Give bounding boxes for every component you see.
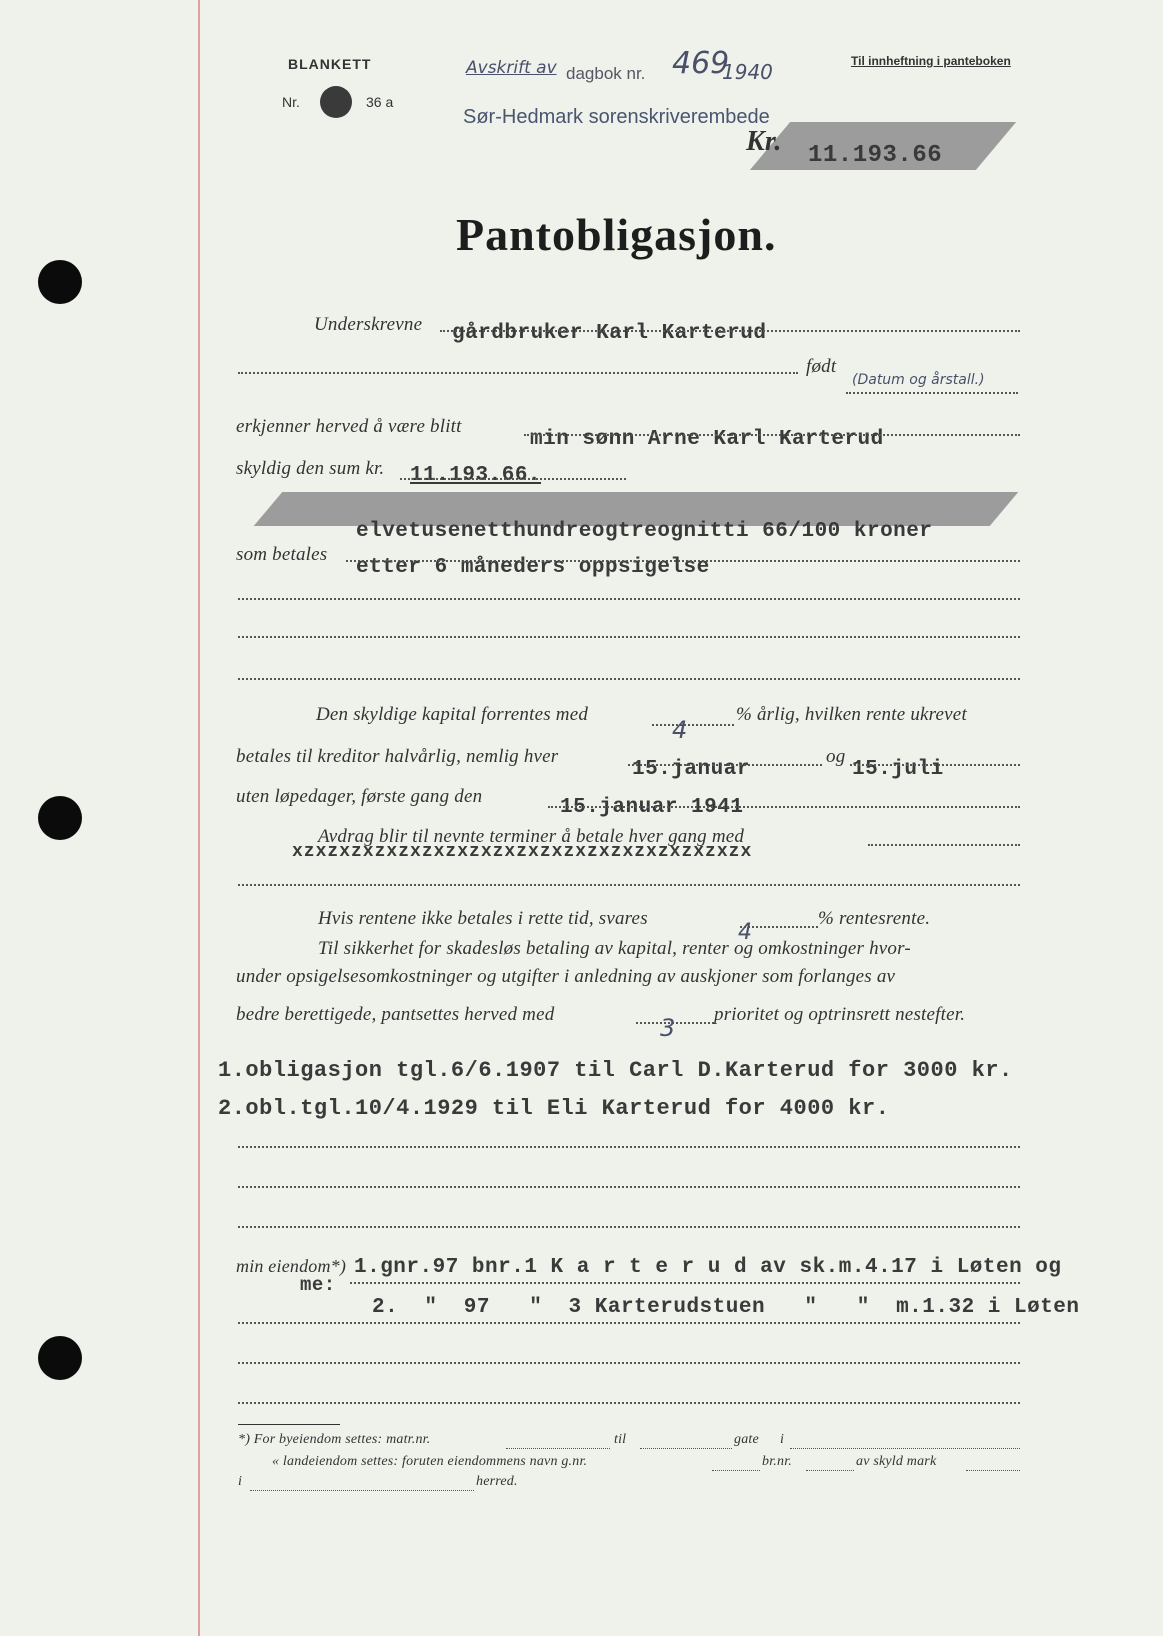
- betales-label: som betales: [236, 544, 328, 565]
- avdrag-text: Avdrag blir til nevnte terminer å betale hver gang med: [318, 826, 745, 847]
- footnote-3b: herred.: [476, 1474, 518, 1489]
- kr-label: Kr.: [746, 126, 782, 157]
- rente-text-1b: % årlig, hvilken rente ukrevet: [736, 704, 967, 725]
- rente-text-2: betales til kreditor halvårlig, nemlig hver: [236, 746, 559, 767]
- erkjenner-label: erkjenner herved å være blitt: [236, 416, 462, 437]
- fill-line: [238, 1186, 1020, 1188]
- fill-line: [400, 478, 626, 480]
- og-label: og: [826, 746, 846, 767]
- fill-line: [628, 764, 822, 766]
- fill-line: [350, 1282, 1020, 1284]
- fill-line: [238, 1146, 1020, 1148]
- obligation-1: 1.obligasjon tgl.6/6.1907 til Carl D.Karterud for 3000 kr.: [218, 1058, 1013, 1083]
- rente-text-3: uten løpedager, første gang den: [236, 786, 483, 807]
- undersk-label: Underskrevne: [314, 314, 423, 335]
- fill-line: [846, 392, 1018, 394]
- term-2: 15.juli: [852, 758, 944, 781]
- fill-line: [868, 844, 1020, 846]
- nr-value: 36 a: [366, 94, 394, 110]
- fill-line: [238, 678, 1020, 680]
- dagbok-label: dagbok nr.: [566, 64, 646, 83]
- fill-line: [440, 330, 1020, 332]
- sikkerhet-text-3a: bedre berettigede, pantsettes herved med: [236, 1004, 555, 1025]
- sikkerhet-text-1: Til sikkerhet for skadesløs betaling av kapital, renter og omkostninger hvor-: [318, 938, 911, 959]
- sikkerhet-text-3b: prioritet og optrinsrett nestefter.: [714, 1004, 966, 1025]
- betales-value: etter 6 måneders oppsigelse: [356, 556, 710, 579]
- footnote-1c: gate: [734, 1432, 759, 1447]
- footnote-2a: « landeiendom settes: foruten eiendommens navn g.nr.: [272, 1454, 588, 1469]
- fill-line: [238, 636, 1020, 638]
- avskrift-label: Avskrift av: [466, 58, 557, 78]
- fill-line: [966, 1470, 1020, 1471]
- fill-line: [250, 1490, 474, 1491]
- undersk-value: gårdbruker Karl Karterud: [452, 322, 767, 345]
- renter-text-b: % rentesrente.: [818, 908, 931, 929]
- term-1: 15.januar: [632, 758, 750, 781]
- words-amount: elvetusenetthundreogtreognitti 66/100 kroner: [356, 520, 933, 543]
- fill-line: [524, 434, 1020, 436]
- punch-hole: [38, 1336, 82, 1380]
- fodt-hint: (Datum og årstall.): [852, 372, 985, 388]
- fodt-label: født: [806, 356, 837, 377]
- fill-line: [238, 598, 1020, 600]
- footnote-1d: i: [780, 1432, 785, 1447]
- skyldig-value: 11.193.66.: [410, 464, 542, 487]
- punch-hole: [38, 796, 82, 840]
- punch-hole: [38, 260, 82, 304]
- fill-line: [640, 1448, 732, 1449]
- fill-line: [506, 1448, 610, 1449]
- eiendom-line-1: 1.gnr.97 bnr.1 K a r t e r u d av sk.m.4.17 i Løten og: [354, 1256, 1062, 1279]
- footnote-rule: [238, 1424, 340, 1425]
- dagbok-number: 469: [672, 46, 730, 81]
- blankett-label: BLANKETT: [288, 56, 372, 72]
- skyldig-label: skyldig den sum kr.: [236, 458, 385, 479]
- fill-line: [238, 884, 1020, 886]
- fill-line: [712, 1470, 760, 1471]
- fill-line: [790, 1448, 1020, 1449]
- prioritet-value: 3: [660, 1014, 676, 1042]
- fill-line: [740, 926, 818, 928]
- rente-text-1a: Den skyldige kapital forrentes med: [316, 704, 589, 725]
- fill-line: [238, 1322, 1020, 1324]
- creditor-name: min sønn Arne Karl Karterud: [530, 428, 884, 451]
- footnote-3a: i: [238, 1474, 243, 1489]
- fill-line: [238, 1362, 1020, 1364]
- footnote-1a: *) For byeiendom settes: matr.nr.: [238, 1432, 431, 1447]
- dagbok-year: 1940: [722, 60, 773, 84]
- fill-line: [238, 372, 798, 374]
- margin-line: [198, 0, 200, 1636]
- sikkerhet-text-2: under opsigelsesomkostninger og utgifter i anledning av auskjoner som forlanges av: [236, 966, 896, 987]
- eiendom-label: min eiendom*): [236, 1256, 347, 1276]
- avdrag-strikeout: xzxzxzxzxzxzxzxzxzxzxzxzxzxzxzxzxzxzxzx: [292, 842, 753, 862]
- eiendom-line-2: 2. " 97 " 3 Karterudstuen " " m.1.32 i Løten: [372, 1296, 1080, 1319]
- fill-line: [652, 724, 734, 726]
- seal-icon: [320, 86, 352, 118]
- fill-line: [806, 1470, 854, 1471]
- header-amount: 11.193.66: [808, 142, 943, 169]
- renter-text-a: Hvis rentene ikke betales i rette tid, svares: [318, 908, 648, 929]
- fill-line: [238, 1402, 1020, 1404]
- nr-label: Nr.: [282, 94, 300, 110]
- fill-line: [548, 806, 1020, 808]
- footnote-2b: br.nr.: [762, 1454, 792, 1469]
- rente-value: 4: [672, 716, 688, 744]
- fill-line: [850, 764, 1020, 766]
- court-name: Sør-Hedmark sorenskriverembede: [463, 106, 770, 128]
- footnote-2c: av skyld mark: [856, 1454, 937, 1469]
- top-right-note: Til innheftning i panteboken: [851, 54, 1011, 68]
- first-date: 15.januar 1941: [560, 796, 744, 819]
- footnote-1b: til: [614, 1432, 627, 1447]
- obligation-2: 2.obl.tgl.10/4.1929 til Eli Karterud for 4000 kr.: [218, 1096, 890, 1121]
- fill-line: [346, 560, 1020, 562]
- fill-line: [238, 1226, 1020, 1228]
- renter-value: 4: [738, 920, 752, 945]
- page-title: Pantobligasjon.: [456, 209, 777, 260]
- eiendom-prefix: me:: [300, 1274, 336, 1296]
